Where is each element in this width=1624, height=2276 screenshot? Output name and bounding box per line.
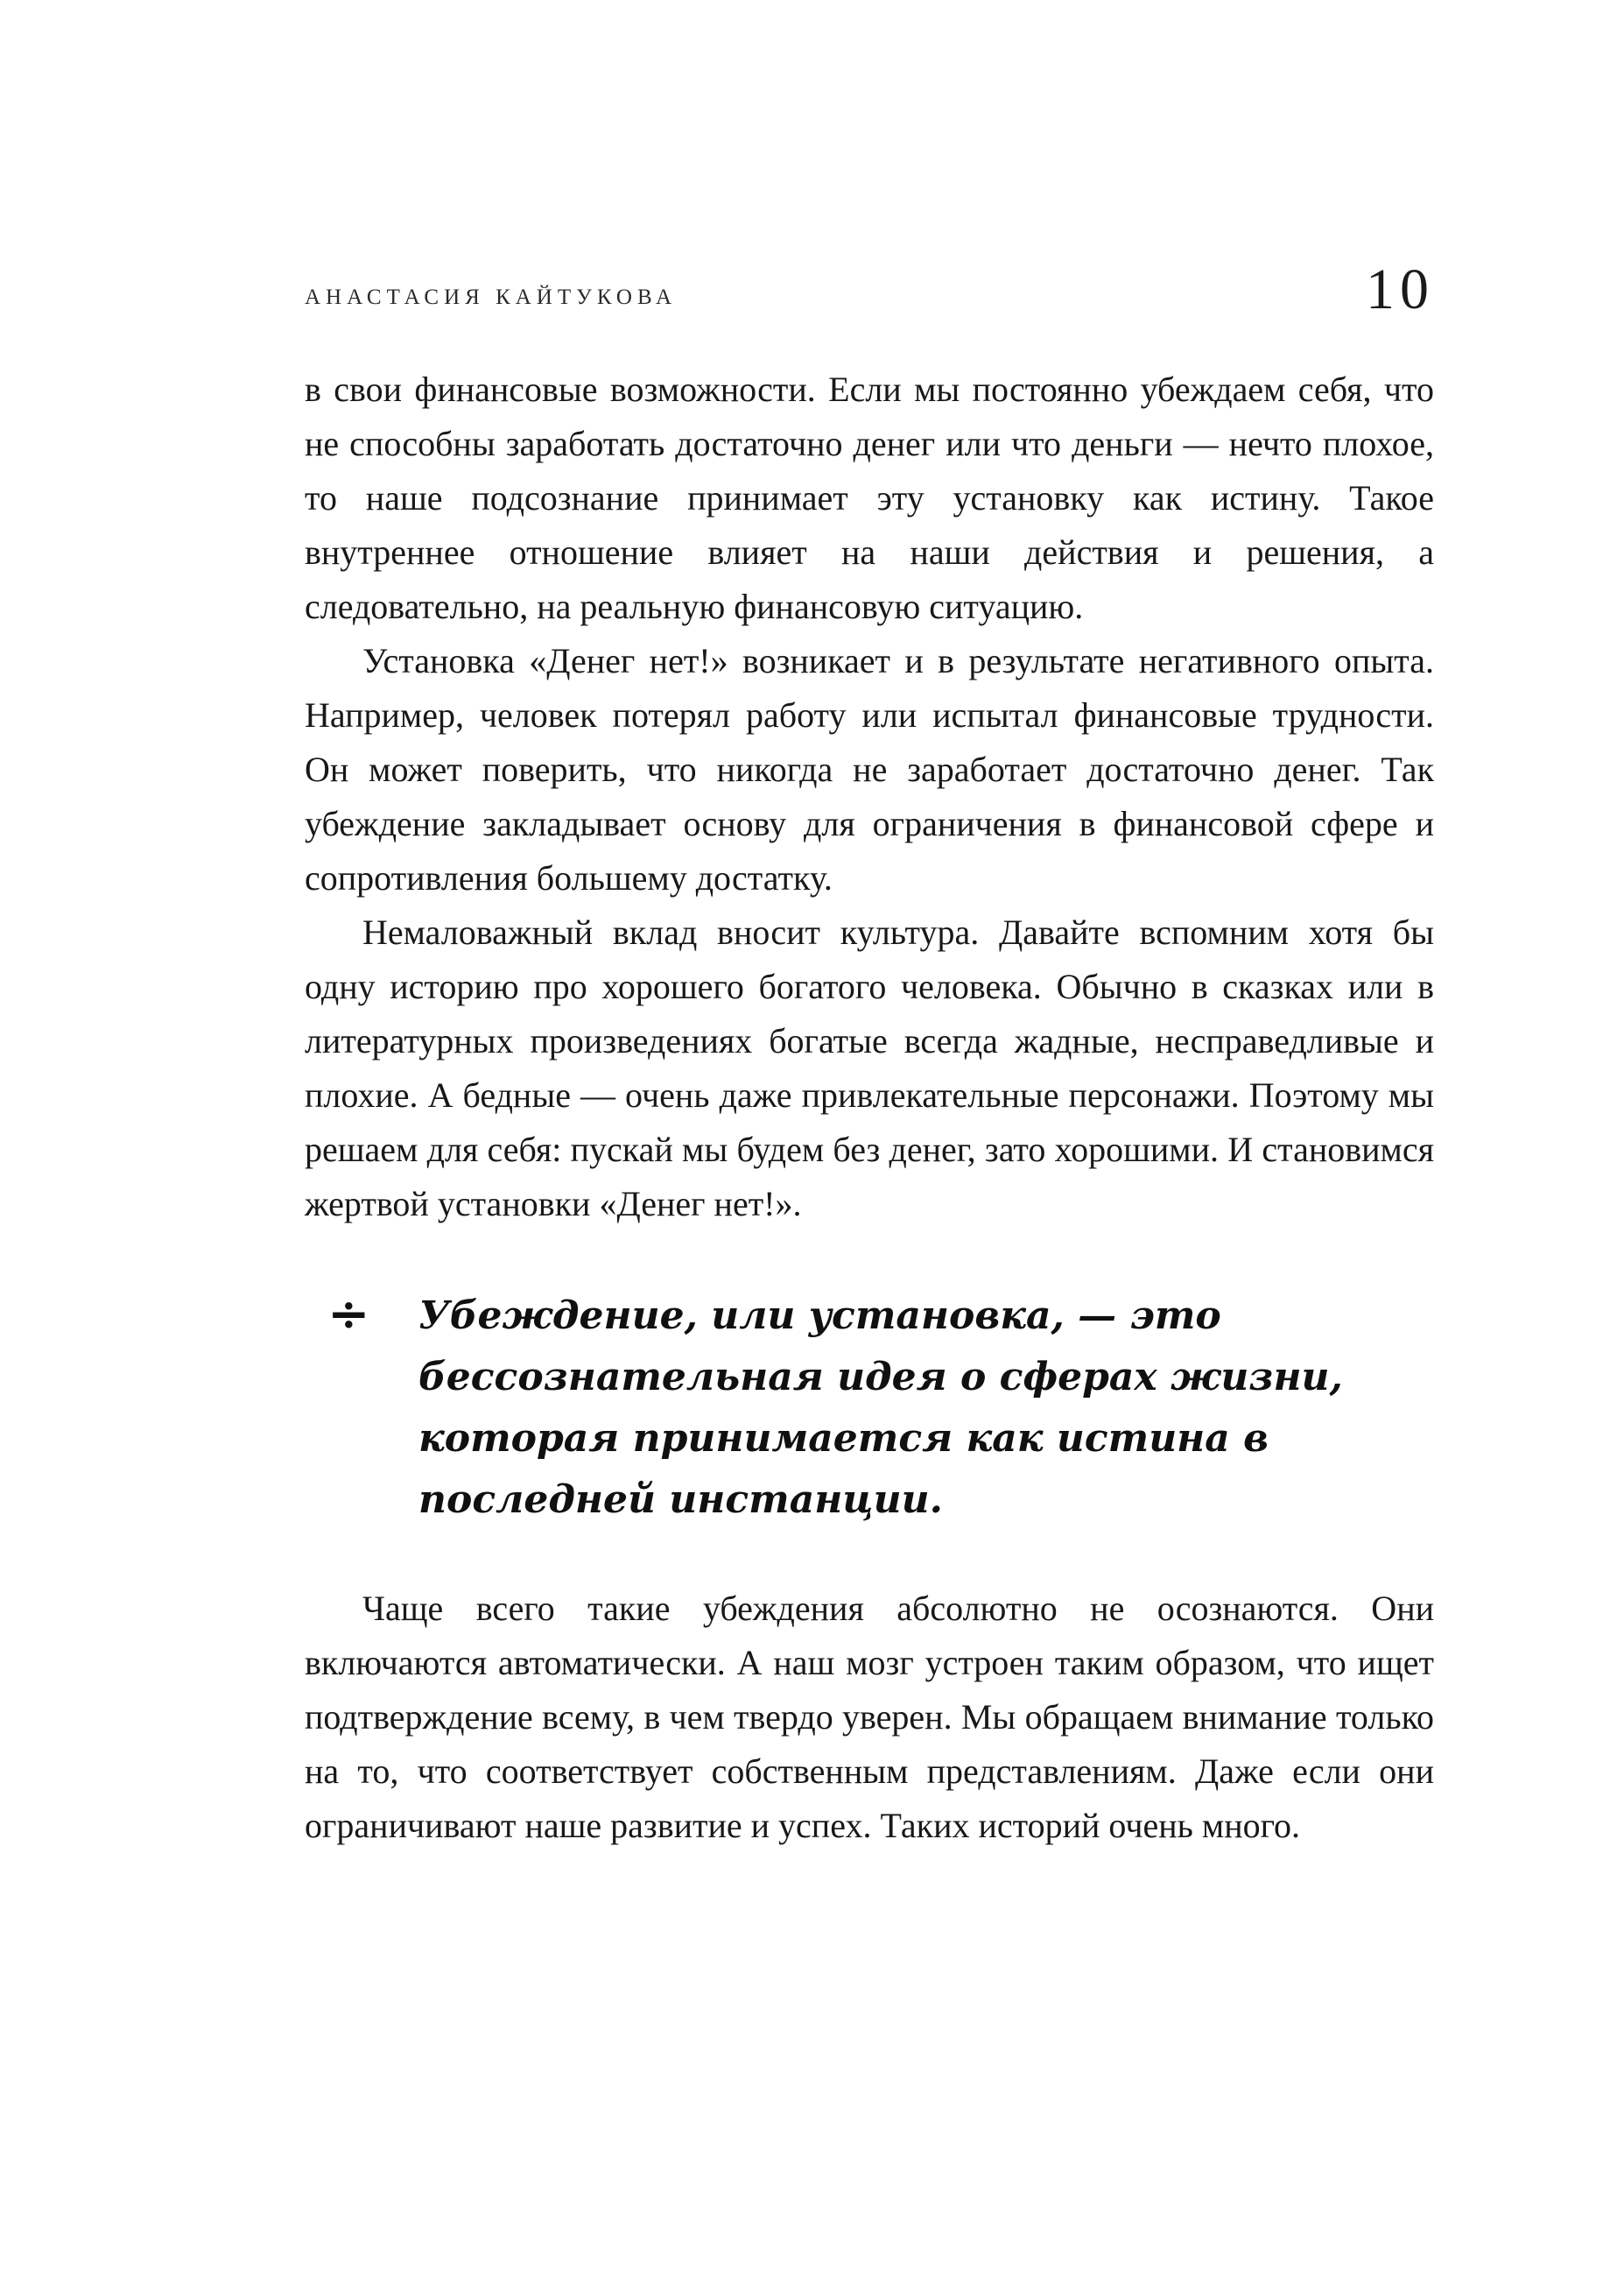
running-header <box>305 257 1434 321</box>
paragraph: в свои финансовые возможности. Если мы постоянно убеждаем себя, что не способны заработать достаточно денег или что деньги — нечто плохое, то наше подсознание принимает эту установку как истину. Такое внутреннее отношение влияет на наши действия и решения, а следовательно, на реальную финансовую ситуацию. <box>305 370 1434 626</box>
page-number: 10 <box>1366 257 1434 321</box>
paragraph: Чаще всего такие убеждения абсолютно не осознаются. Они включаются автоматически. А наш мозг устроен таким образом, что ищет подтверждение всему, в чем твердо уверен. Мы обращаем внимание только на то, что соответствует собственным представлениям. Даже если они ограничивают наше развитие и успех. Таких историй очень много. <box>305 1589 1434 1845</box>
running-header-author: АНАСТАСИЯ КАЙТУКОВА <box>305 285 678 309</box>
quote-block <box>305 1286 1434 1531</box>
page-body <box>305 363 1434 1853</box>
quote-text: Убеждение, или установка, — это бессознательная идея о сферах жизни, которая принимается как истина в последней инстанции. <box>418 1293 1343 1522</box>
quote-divider-icon: ÷ <box>327 1284 370 1343</box>
page-content <box>305 257 1434 1853</box>
paragraph: Установка «Денег нет!» возникает и в результате негативного опыта. Например, человек потерял работу или испытал финансовые трудности. Он может поверить, что никогда не заработает достаточно денег. Так убеждение закладывает основу для ограничения в финансовой сфере и сопротивления большему достатку. <box>305 641 1434 898</box>
paragraph: Немаловажный вклад вносит культура. Давайте вспомним хотя бы одну историю про хорошего богатого человека. Обычно в сказках или в литературных произведениях богатые всегда жадные, несправедливые и плохие. А бедные — очень даже привлекательные персонажи. Поэтому мы решаем для себя: пускай мы будем без денег, зато хорошими. И становимся жертвой установки «Денег нет!». <box>305 913 1434 1223</box>
